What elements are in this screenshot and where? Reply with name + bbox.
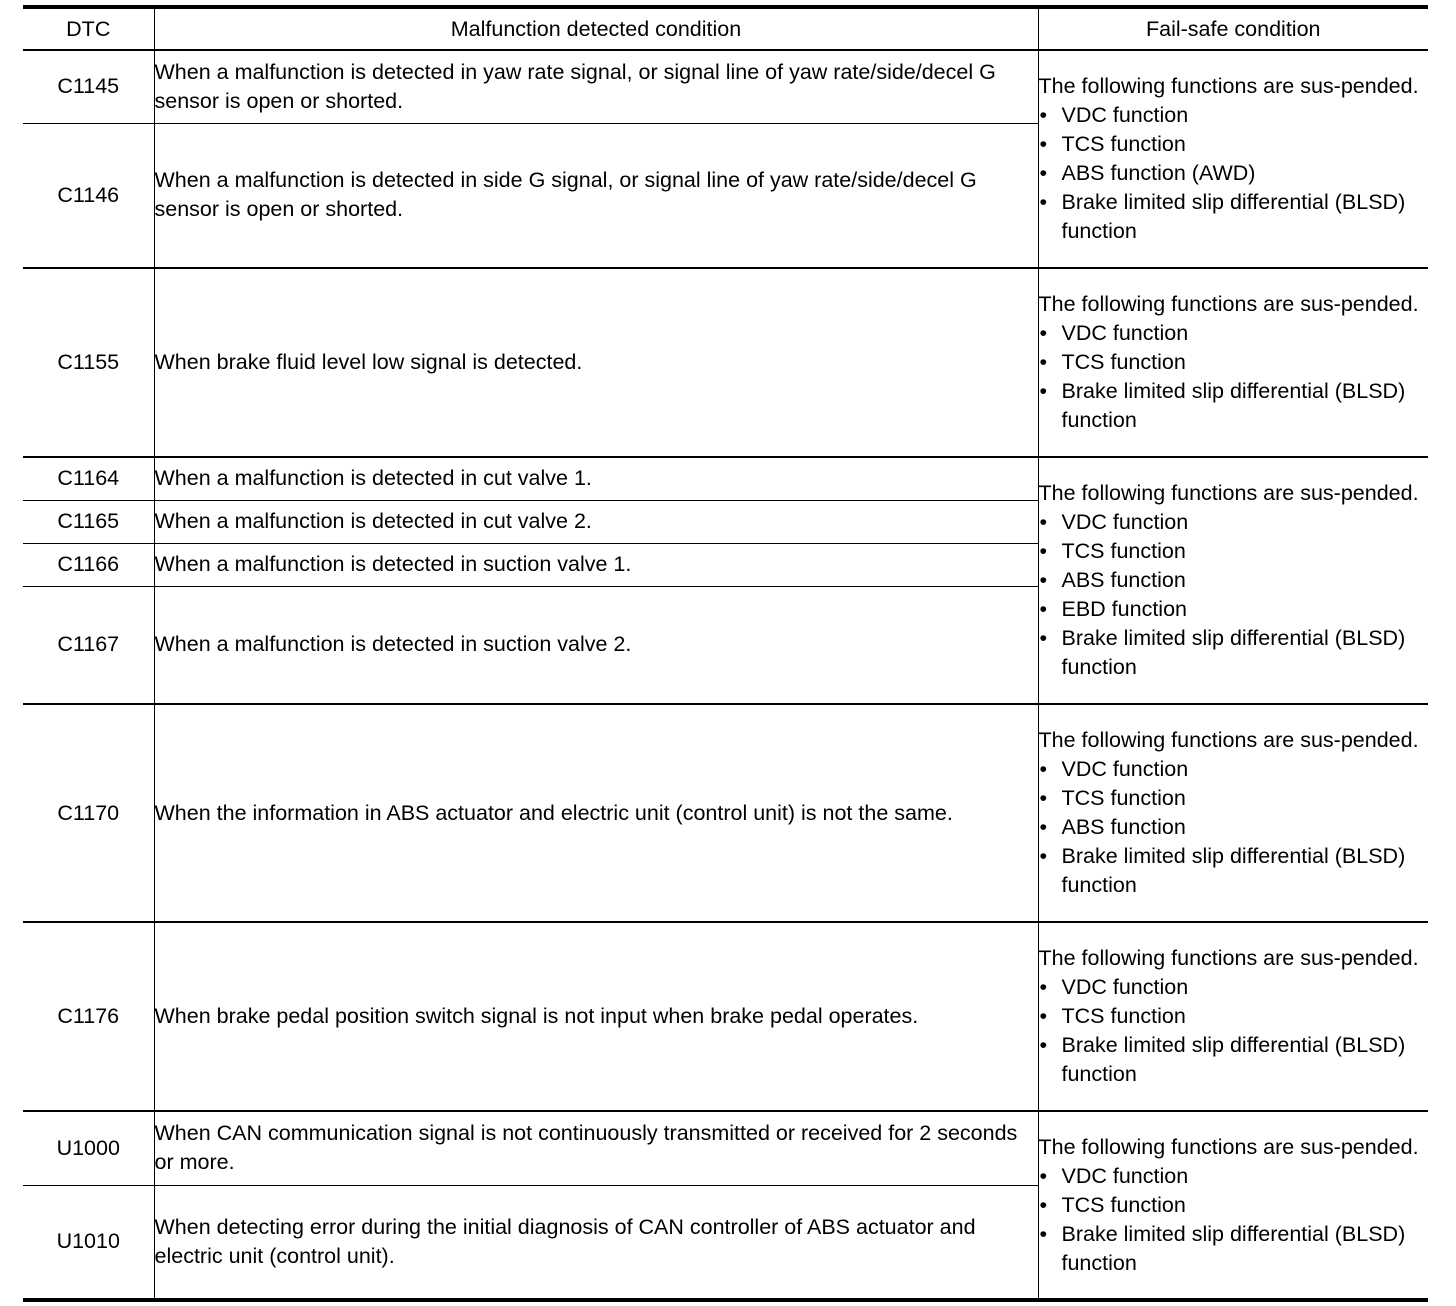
failsafe-condition [1038, 50, 1428, 268]
list-item [1039, 319, 1429, 348]
list-item [1039, 973, 1429, 1002]
dtc-code: C1146 [23, 123, 154, 268]
dtc-code: C1170 [23, 704, 154, 922]
bullet-icon: • [1039, 161, 1048, 185]
list-item [1039, 348, 1429, 377]
function-label: Brake limited slip differential (BLSD) function [1061, 844, 1406, 897]
bullet-icon: • [1039, 1192, 1048, 1217]
table-row [23, 922, 1428, 1111]
list-item [1039, 566, 1429, 595]
malfunction-condition: When detecting error during the initial diagnosis of CAN controller of ABS actuator and electric unit (control unit). [154, 1185, 1038, 1300]
failsafe-function-list [1039, 1162, 1429, 1278]
function-label: Brake limited slip differential (BLSD) function [1061, 626, 1406, 679]
function-label: ABS function [1061, 568, 1186, 592]
list-item [1039, 595, 1429, 624]
failsafe-condition [1038, 268, 1428, 457]
list-item [1039, 813, 1429, 842]
list-item [1039, 537, 1429, 566]
failsafe-intro: The following functions are sus-pended. [1038, 292, 1419, 316]
list-item [1039, 1031, 1429, 1089]
malfunction-condition: When brake fluid level low signal is detected. [154, 268, 1038, 457]
list-item [1039, 755, 1429, 784]
bullet-icon: • [1039, 597, 1048, 621]
header-dtc: DTC [23, 7, 154, 50]
bullet-icon: • [1039, 568, 1048, 592]
table-row [23, 268, 1428, 457]
failsafe-function-list [1039, 755, 1429, 900]
dtc-code: C1167 [23, 586, 154, 704]
function-label: VDC function [1061, 321, 1189, 345]
failsafe-intro: The following functions are sus-pended. [1038, 728, 1419, 752]
malfunction-condition: When a malfunction is detected in suction valve 2. [154, 586, 1038, 704]
function-label: VDC function [1061, 757, 1189, 781]
function-label: TCS function [1061, 539, 1186, 563]
malfunction-condition: When brake pedal position switch signal is not input when brake pedal operates. [154, 922, 1038, 1111]
failsafe-intro: The following functions are sus-pended. [1038, 946, 1419, 970]
list-item [1039, 842, 1429, 900]
list-item [1039, 1191, 1429, 1220]
list-item [1039, 130, 1429, 159]
list-item [1039, 1220, 1429, 1278]
bullet-icon: • [1039, 757, 1048, 781]
bullet-icon: • [1039, 626, 1048, 650]
table-row [23, 50, 1428, 123]
bullet-icon: • [1039, 190, 1048, 214]
malfunction-condition: When CAN communication signal is not continuously transmitted or received for 2 seconds or more. [154, 1111, 1038, 1185]
malfunction-condition: When the information in ABS actuator and electric unit (control unit) is not the same. [154, 704, 1038, 922]
function-label: TCS function [1061, 350, 1186, 374]
table-row [23, 457, 1428, 500]
malfunction-condition: When a malfunction is detected in cut valve 1. [154, 457, 1038, 500]
failsafe-condition [1038, 1111, 1428, 1300]
bullet-icon: • [1039, 1004, 1048, 1028]
bullet-icon: • [1039, 321, 1048, 345]
list-item [1039, 1002, 1429, 1031]
failsafe-intro: The following functions are sus-pended. [1038, 74, 1419, 98]
bullet-icon: • [1039, 132, 1048, 156]
failsafe-condition [1038, 704, 1428, 922]
function-label: VDC function [1061, 103, 1189, 127]
dtc-code: C1164 [23, 457, 154, 500]
bullet-icon: • [1039, 1221, 1048, 1246]
bullet-icon: • [1039, 510, 1048, 534]
bullet-icon: • [1039, 350, 1048, 374]
bullet-icon: • [1039, 1033, 1048, 1057]
bullet-icon: • [1039, 815, 1048, 839]
table-row [23, 1111, 1428, 1185]
list-item [1039, 377, 1429, 435]
table-header-row [23, 7, 1428, 50]
failsafe-function-list [1039, 101, 1429, 246]
function-label: Brake limited slip differential (BLSD) function [1061, 1221, 1406, 1275]
bullet-icon: • [1039, 379, 1048, 403]
header-malfunction-condition: Malfunction detected condition [154, 7, 1038, 50]
failsafe-condition [1038, 457, 1428, 704]
function-label: Brake limited slip differential (BLSD) function [1061, 379, 1406, 432]
function-label: TCS function [1061, 786, 1186, 810]
bullet-icon: • [1039, 786, 1048, 810]
list-item [1039, 101, 1429, 130]
bullet-icon: • [1039, 103, 1048, 127]
dtc-code: U1000 [23, 1111, 154, 1185]
bullet-icon: • [1039, 975, 1048, 999]
dtc-failsafe-table [23, 5, 1428, 1302]
list-item [1039, 784, 1429, 813]
function-label: VDC function [1061, 510, 1189, 534]
malfunction-condition: When a malfunction is detected in cut valve 2. [154, 500, 1038, 543]
list-item [1039, 624, 1429, 682]
failsafe-function-list [1039, 319, 1429, 435]
table-row [23, 704, 1428, 922]
function-label: Brake limited slip differential (BLSD) function [1061, 190, 1406, 243]
bullet-icon: • [1039, 1163, 1048, 1188]
function-label: TCS function [1061, 132, 1186, 156]
failsafe-function-list [1039, 973, 1429, 1089]
list-item [1039, 159, 1429, 188]
bullet-icon: • [1039, 844, 1048, 868]
function-label: ABS function [1061, 815, 1186, 839]
dtc-code: C1165 [23, 500, 154, 543]
malfunction-condition: When a malfunction is detected in suction valve 1. [154, 543, 1038, 586]
list-item [1039, 188, 1429, 246]
list-item [1039, 1162, 1429, 1191]
dtc-code: C1145 [23, 50, 154, 123]
function-label: EBD function [1061, 597, 1187, 621]
function-label: VDC function [1061, 1163, 1189, 1188]
header-failsafe-condition: Fail-safe condition [1038, 7, 1428, 50]
dtc-code: C1155 [23, 268, 154, 457]
function-label: VDC function [1061, 975, 1189, 999]
malfunction-condition: When a malfunction is detected in yaw rate signal, or signal line of yaw rate/side/decel G sensor is open or shorted. [154, 50, 1038, 123]
function-label: Brake limited slip differential (BLSD) function [1061, 1033, 1406, 1086]
list-item [1039, 508, 1429, 537]
failsafe-intro: The following functions are sus-pended. [1038, 1134, 1419, 1159]
dtc-code: C1176 [23, 922, 154, 1111]
dtc-code: C1166 [23, 543, 154, 586]
malfunction-condition: When a malfunction is detected in side G signal, or signal line of yaw rate/side/decel G sensor is open or shorted. [154, 123, 1038, 268]
failsafe-function-list [1039, 508, 1429, 682]
dtc-code: U1010 [23, 1185, 154, 1300]
failsafe-condition [1038, 922, 1428, 1111]
function-label: TCS function [1061, 1192, 1186, 1217]
function-label: ABS function (AWD) [1061, 161, 1256, 185]
failsafe-intro: The following functions are sus-pended. [1038, 481, 1419, 505]
function-label: TCS function [1061, 1004, 1186, 1028]
bullet-icon: • [1039, 539, 1048, 563]
